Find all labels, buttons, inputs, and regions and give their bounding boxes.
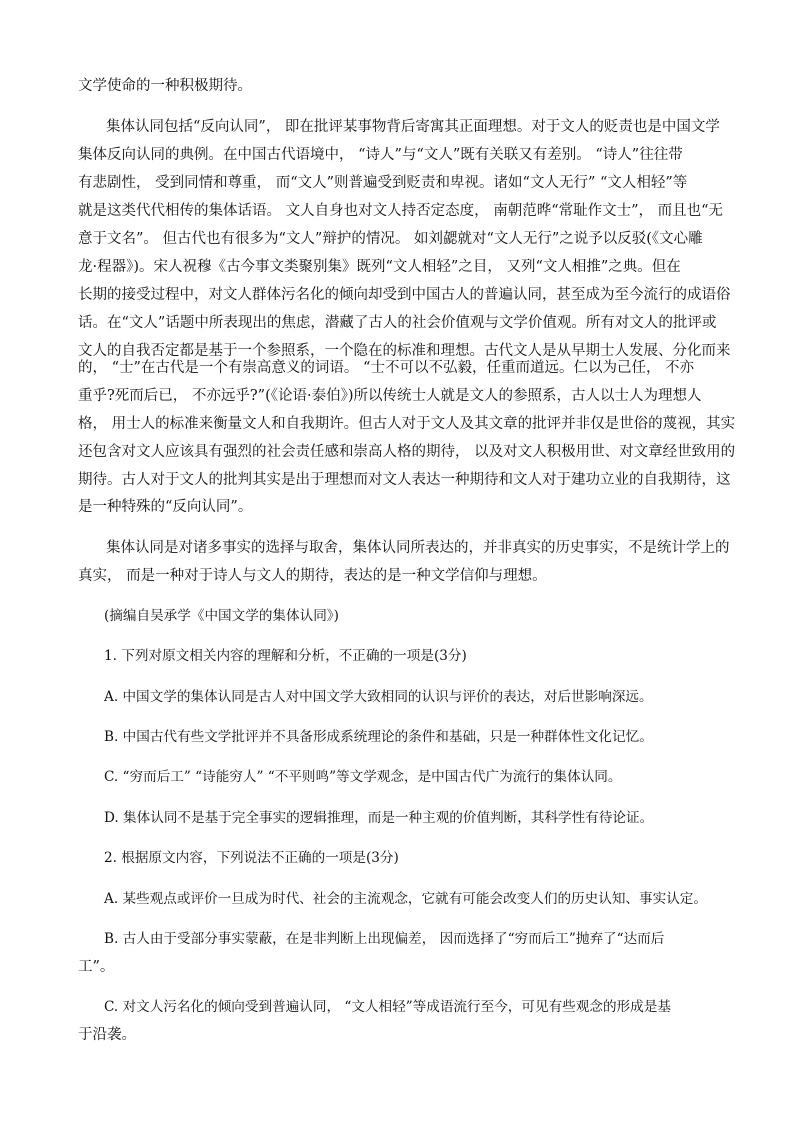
question-stem: 2. 根据原文内容，下列说法不正确的一项是(3分) xyxy=(104,850,399,866)
answer-option: B. 古人由于受部分事实蒙蔽，在是非判断上出现偏差， 因而选择了“穷而后工”抛弃了“达而后 xyxy=(104,931,665,947)
paragraph-line: 重乎?死而后已， 不亦远乎?”(《论语·泰伯》)所以传统士人就是文人的参照系，古人以士人为理想人 xyxy=(78,388,702,404)
answer-option: A. 某些观点或评价一旦成为时代、社会的主流观念，它就有可能会改变人们的历史认知、事实认定。 xyxy=(104,891,707,907)
question-stem: 1. 下列对原文相关内容的理解和分析，不正确的一项是(3分) xyxy=(104,648,467,664)
paragraph-line: 真实， 而是一种对于诗人与文人的期待，表达的是一种文学信仰与理想。 xyxy=(78,568,547,584)
text-line: 文学使命的一种积极期待。 xyxy=(78,78,252,94)
answer-option: B. 中国古代有些文学批评并不具备形成系统理论的条件和基础，只是一种群体性文化记忆。 xyxy=(104,729,653,745)
paragraph-line: 期待。古人对于文人的批判其实是出于理想而对文人表达一种期待和文人对于建功立业的自我期待，这 xyxy=(78,472,731,488)
paragraph-line: 就是这类代代相传的集体话语。 文人自身也对文人持否定态度， 南朝范晔“常耻作文士”， 而且也“无 xyxy=(78,203,724,219)
paragraph-line: 集体认同包括“反向认同”， 即在批评某事物背后寄寓其正面理想。对于文人的贬责也是中国文学 xyxy=(106,119,720,135)
paragraph-line: 是一种特殊的“反向认同”。 xyxy=(78,499,253,515)
paragraph-line: 意于文名”。 但古代也有很多为“文人”辩护的情况。 如刘勰就对“文人无行”之说予以反驳(《文心雕 xyxy=(78,231,703,247)
answer-option: C. “穷而后工” “诗能穷人” “不平则鸣”等文学观念，是中国古代广为流行的集体认同。 xyxy=(104,769,622,785)
paragraph-line: 格， 用士人的标准来衡量文人和自我期许。但古人对于文人及其文章的批评并非仅是世俗的蔑视，其实 xyxy=(78,416,736,432)
paragraph-line: 集体认同是对诸多事实的选择与取舍，集体认同所表达的，并非真实的历史事实，不是统计学上的 xyxy=(106,540,730,556)
answer-option: A. 中国文学的集体认同是古人对中国文学大致相同的认识与评价的表达，对后世影响深远。 xyxy=(104,689,653,705)
answer-option: C. 对文人污名化的倾向受到普遍认同， “文人相轻”等成语流行至今，可见有些观念的形成是基 xyxy=(104,999,671,1015)
paragraph-line: 集体反向认同的典例。在中国古代语境中， “诗人”与“文人”既有关联又有差别。 “诗人”往往带 xyxy=(78,147,683,163)
paragraph-line: 龙·程器》)。宋人祝穆《古今事文类聚别集》既列“文人相轻”之目， 又列“文人相推”之典。但在 xyxy=(78,259,681,275)
paragraph-line: 话。在“文人”话题中所表现出的焦虑，潜藏了古人的社会价值观与文学价值观。所有对文人的批评或 xyxy=(78,315,717,331)
paragraph-line: 文人的自我否定都是基于一个参照系，一个隐在的标准和理想。古代文人是从早期士人发展、分化而来 xyxy=(78,343,731,359)
answer-option-continued: 于沿袭。 xyxy=(78,1027,136,1043)
paragraph-line: 的， “士”在古代是一个有崇高意义的词语。 “士不可以不弘毅，任重而道远。仁以为己任， 不亦 xyxy=(78,360,695,376)
paragraph-line: 有悲剧性， 受到同情和尊重， 而“文人”则普遍受到贬责和卑视。诸如“文人无行” “文人相轻”等 xyxy=(78,175,688,191)
answer-option-continued: 工”。 xyxy=(78,959,115,975)
answer-option: D. 集体认同不是基于完全事实的逻辑推理，而是一种主观的价值判断，其科学性有待论证。 xyxy=(104,810,654,826)
paragraph-line: 还包含对文人应该具有强烈的社会责任感和崇高人格的期待， 以及对文人积极用世、对文章经世致用的 xyxy=(78,444,736,460)
paragraph-line: 长期的接受过程中，对文人群体污名化的倾向却受到中国古人的普遍认同，甚至成为至今流行的成语俗 xyxy=(78,287,731,303)
source-citation: (摘编自吴承学《中国文学的集体认同》) xyxy=(104,608,339,624)
